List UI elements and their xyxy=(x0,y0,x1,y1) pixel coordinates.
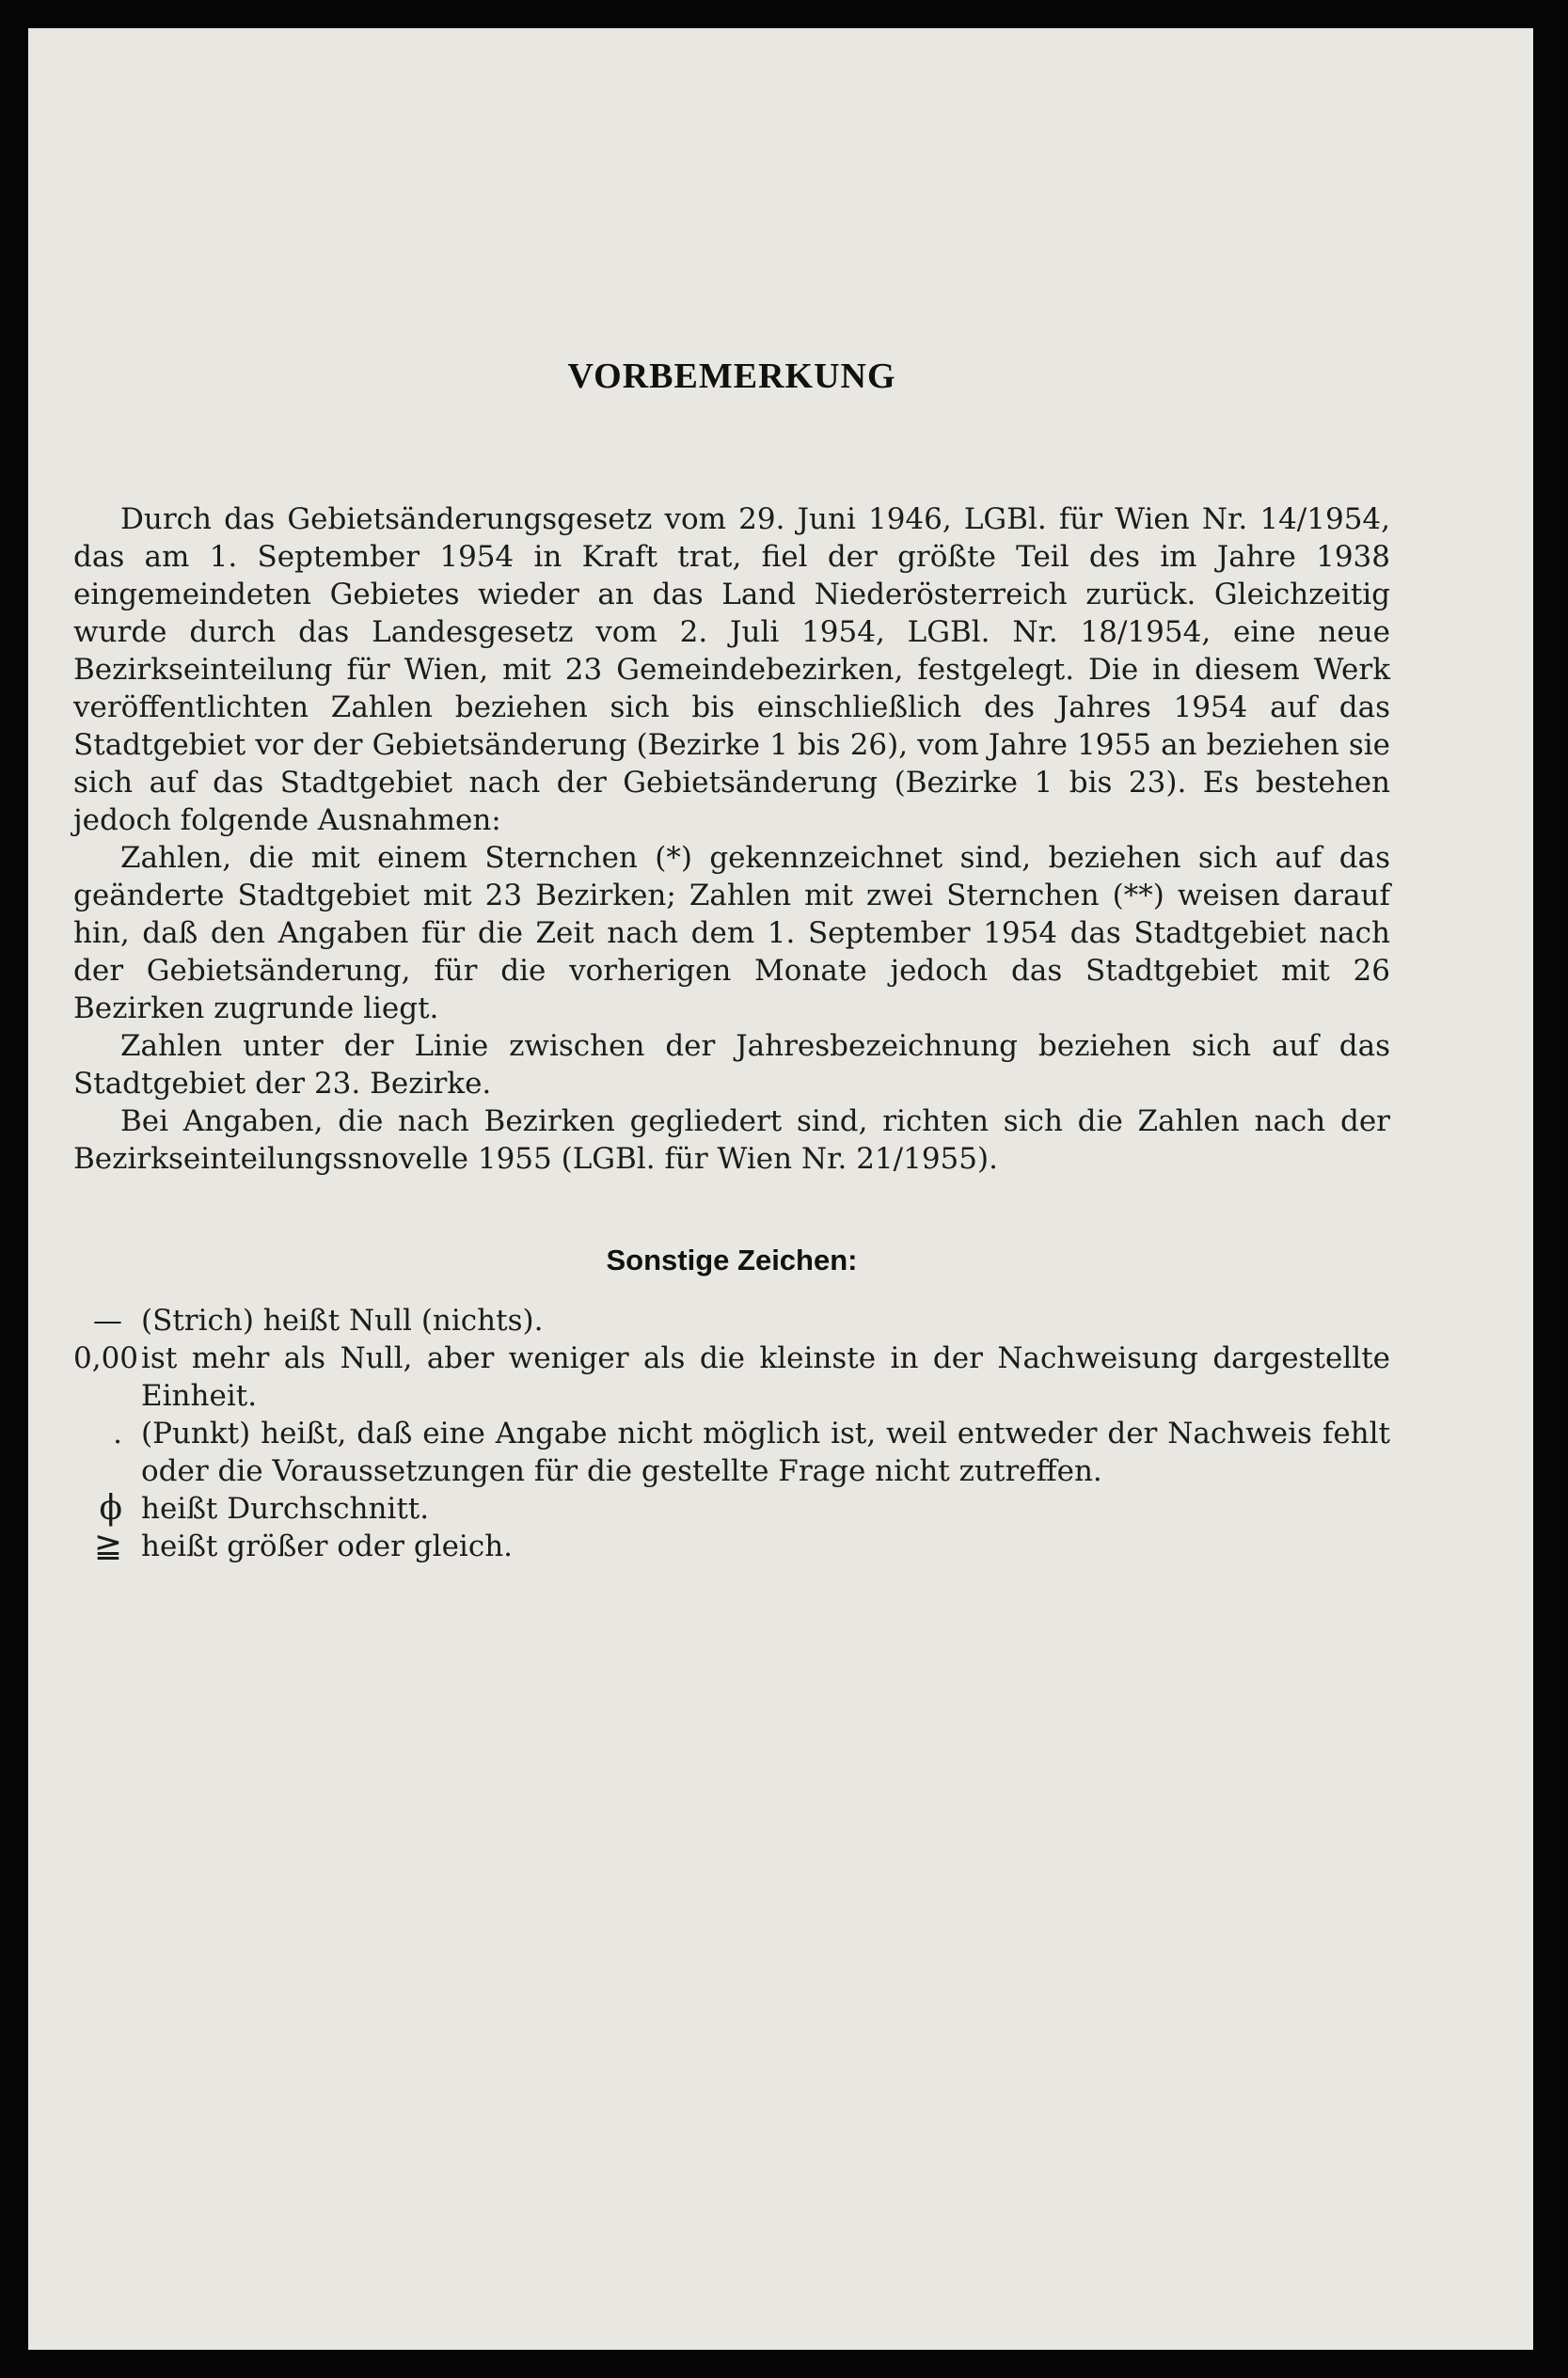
signs-list xyxy=(73,1302,1390,1565)
preface-body xyxy=(73,500,1390,1178)
sign-description: (Punkt) heißt, daß eine Angabe nicht möglich ist, weil entweder der Nachweis fehlt oder die Voraussetzungen für die gestellte Frage nicht zutreffen. xyxy=(141,1417,1390,1488)
sign-description: heißt größer oder gleich. xyxy=(141,1530,514,1563)
paragraph: Durch das Gebietsänderungsgesetz vom 29. Juni 1946, LGBl. für Wien Nr. 14/1954, das am 1. September 1954 in Kraft trat, fiel der größte Teil des im Jahre 1938 eingemeindeten Gebietes wieder an das Land Niederösterreich zurück. Gleichzeitig wurde durch das Landesgesetz vom 2. Juli 1954, LGBl. Nr. 18/1954, eine neue Bezirkseinteilung für Wien, mit 23 Gemeindebezirken, festgelegt. Die in diesem Werk veröffentlichten Zahlen beziehen sich bis einschließlich des Jahres 1954 auf das Stadtgebiet vor der Gebietsänderung (Bezirke 1 bis 26), vom Jahre 1955 an beziehen sie sich auf das Stadtgebiet nach der Gebietsänderung (Bezirke 1 bis 23). Es bestehen jedoch folgende Ausnahmen: xyxy=(73,502,1390,837)
sign-symbol: ≧ xyxy=(93,1527,122,1565)
sign-symbol: ϕ xyxy=(99,1489,122,1528)
document-page xyxy=(28,28,1533,2350)
sign-item-dash xyxy=(73,1302,1390,1340)
sign-item-greater-equal xyxy=(73,1528,1390,1565)
sign-description: heißt Durchschnitt. xyxy=(141,1492,430,1526)
paragraph: Bei Angaben, die nach Bezirken gegliedert sind, richten sich die Zahlen nach der Bezirkseinteilungssnovelle 1955 (LGBl. für Wien Nr. 21/1955). xyxy=(73,1104,1390,1176)
signs-heading: Sonstige Zeichen: xyxy=(606,1244,858,1276)
page-title: VORBEMERKUNG xyxy=(567,357,896,396)
sign-symbol: — xyxy=(93,1304,122,1338)
sign-item-average xyxy=(73,1490,1390,1528)
sign-item-zero xyxy=(73,1340,1390,1415)
paragraph: Zahlen, die mit einem Sternchen (*) gekennzeichnet sind, beziehen sich auf das geänderte Stadtgebiet mit 23 Bezirken; Zahlen mit zwei Sternchen (**) weisen darauf hin, daß den Angaben für die Zeit nach dem 1. September 1954 das Stadtgebiet nach der Gebietsänderung, für die vorherigen Monate jedoch das Stadtgebiet mit 26 Bezirken zugrunde liegt. xyxy=(73,841,1390,1025)
sign-description: ist mehr als Null, aber weniger als die kleinste in der Nachweisung dargestellte Einheit. xyxy=(141,1341,1390,1413)
paragraph: Zahlen unter der Linie zwischen der Jahresbezeichnung beziehen sich auf das Stadtgebiet der 23. Bezirke. xyxy=(73,1029,1390,1101)
sign-symbol: 0,00 xyxy=(73,1341,139,1375)
sign-symbol: . xyxy=(113,1417,122,1451)
sign-description: (Strich) heißt Null (nichts). xyxy=(141,1304,544,1338)
sign-item-dot xyxy=(73,1415,1390,1490)
